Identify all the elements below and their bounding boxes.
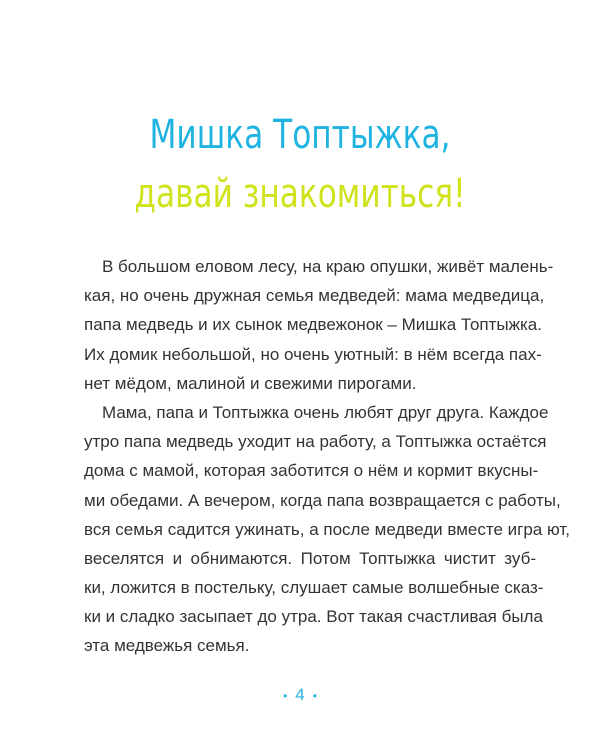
text-line: Их домик небольшой, но очень уютный: в нём всегда пах- xyxy=(84,344,542,364)
paragraph-1 xyxy=(84,252,554,398)
text-line: дома с мамой, которая заботится о нём и кормит вкусны- xyxy=(84,461,539,481)
chapter-title-line-1: Мишка Топтыжка, xyxy=(149,112,451,158)
text-line: Мама, папа и Топтыжка очень любят друг друга. Каждое xyxy=(102,402,549,422)
text-line: ми обедами. А вечером, когда папа возвращается с работы, xyxy=(84,490,561,510)
text-line: нет мёдом, малиной и свежими пирогами. xyxy=(84,373,417,393)
text-line: ки, ложится в постельку, слушает самые волшебные сказ- xyxy=(84,578,544,598)
page-number xyxy=(0,683,600,708)
page-number-value: 4 xyxy=(295,685,305,704)
chapter-title-line-2: давай знакомиться! xyxy=(134,171,466,217)
text-line: эта медвежья семья. xyxy=(84,636,250,656)
text-line: В большом еловом лесу, на краю опушки, живёт малень- xyxy=(102,257,554,276)
text-line: вся семья садится ужинать, а после медведи вместе игра ют, xyxy=(84,519,570,539)
story-text xyxy=(84,252,570,661)
paragraph-2 xyxy=(84,398,570,661)
text-line: веселятся и обнимаются. Потом Топтыжка чистит зуб- xyxy=(84,548,536,568)
bullet-right: • xyxy=(312,688,317,703)
text-line: ки и сладко засыпает до утра. Вот такая счастливая была xyxy=(84,607,543,627)
text-line: кая, но очень дружная семья медведей: мама медведица, xyxy=(84,286,545,306)
text-line: папа медведь и их сынок медвежонок – Мишка Топтыжка. xyxy=(84,315,542,335)
text-line: утро папа медведь уходит на работу, а Топтыжка остаётся xyxy=(84,432,547,452)
bullet-left: • xyxy=(283,688,288,703)
